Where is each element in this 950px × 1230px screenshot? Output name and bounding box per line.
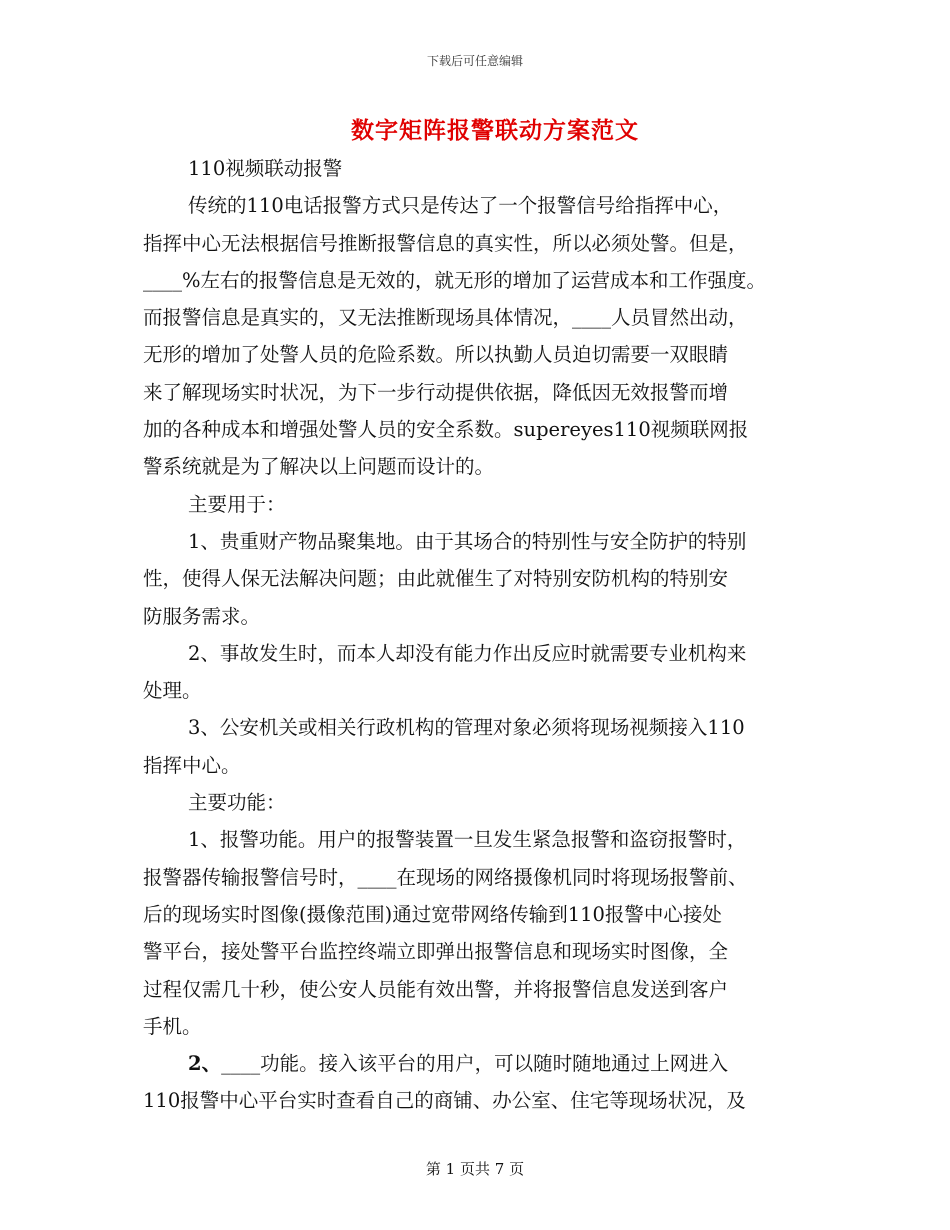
text-line: ____%左右的报警信息是无效的，就无形的增加了运营成本和工作强度。 — [143, 268, 767, 292]
page-number: 第 1 页共 7 页 — [425, 1160, 525, 1178]
header-note: 下载后可任意编辑 — [426, 54, 523, 68]
text-line — [143, 1045, 815, 1082]
text-line: 警系统就是为了解决以上问题而设计的。 — [143, 455, 495, 479]
text-line: 2、事故发生时，而本人却没有能力作出反应时就需要专业机构来 — [188, 641, 747, 665]
text-line: 1、贵重财产物品聚集地。由于其场合的特别性与安全防护的特别 — [188, 529, 747, 553]
text-line: 性，使得人保无法解决问题；由此就催生了对特别安防机构的特别安 — [143, 567, 729, 591]
text-line: 主要功能： — [188, 791, 286, 815]
text-line: 传统的110电话报警方式只是传达了一个报警信号给指挥中心， — [188, 194, 733, 218]
document-body — [143, 150, 815, 1120]
line-text: ____功能。接入该平台的用户，可以随时随地通过上网进入 — [221, 1052, 729, 1076]
text-line: 110报警中心平台实时查看自己的商铺、办公室、住宅等现场状况，及 — [143, 1089, 746, 1113]
text-line: 防服务需求。 — [143, 604, 261, 628]
text-line: 3、公安机关或相关行政机构的管理对象必须将现场视频接入110 — [188, 716, 745, 740]
text-line: 而报警信息是真实的，又无法推断现场具体情况，____人员冒然出动， — [143, 306, 748, 330]
text-line: 加的各种成本和增强处警人员的安全系数。supereyes110视频联网报 — [143, 418, 749, 442]
document-title: 数字矩阵报警联动方案范文 — [351, 117, 639, 144]
text-line: 后的现场实时图像(摄像范围)通过宽带网络传输到110报警中心接处 — [143, 902, 722, 926]
text-line: 无形的增加了处警人员的危险系数。所以执勤人员迫切需要一双眼睛 — [143, 343, 729, 367]
text-line: 警平台，接处警平台监控终端立即弹出报警信息和现场实时图像，全 — [143, 940, 729, 964]
text-line: 报警器传输报警信号时，____在现场的网络摄像机同时将现场报警前、 — [143, 865, 748, 889]
list-number: 2、 — [188, 1052, 222, 1076]
text-line: 指挥中心无法根据信号推断报警信息的真实性，所以必须处警。但是， — [143, 231, 748, 255]
text-line: 过程仅需几十秒，使公安人员能有效出警，并将报警信息发送到客户 — [143, 977, 729, 1001]
text-line: 主要用于： — [188, 492, 286, 516]
text-line: 指挥中心。 — [143, 753, 241, 777]
text-line: 处理。 — [143, 679, 202, 703]
text-line: 来了解现场实时状况，为下一步行动提供依据，降低因无效报警而增 — [143, 380, 729, 404]
text-line: 手机。 — [143, 1014, 202, 1038]
text-line: 110视频联动报警 — [188, 157, 343, 180]
text-line: 1、报警功能。用户的报警装置一旦发生紧急报警和盗窃报警时， — [188, 828, 747, 852]
